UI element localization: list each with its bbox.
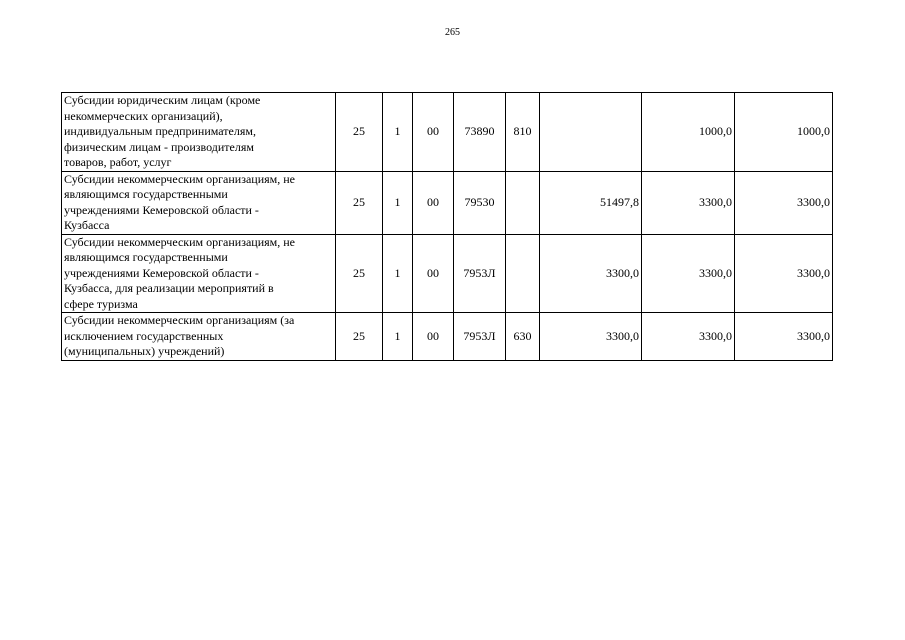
table-row <box>62 234 833 313</box>
table-row <box>62 171 833 234</box>
description-line: (муниципальных) учреждений) <box>64 344 225 358</box>
description-line: Субсидии некоммерческим организациям, не <box>64 234 295 249</box>
description-line: являющимся государственными <box>64 250 228 264</box>
description-line: исключением государственных <box>64 328 224 343</box>
description-line: товаров, работ, услуг <box>64 155 172 169</box>
description-line: Субсидии некоммерческим организациям (за <box>64 313 295 327</box>
cell-code2: 1 <box>383 313 413 361</box>
description-line: являющимся государственными <box>64 187 228 201</box>
cell-code2: 1 <box>383 171 413 234</box>
page-number: 265 <box>445 27 460 38</box>
cell-code1: 25 <box>336 93 383 172</box>
cell-code4: 7953Л <box>454 234 506 313</box>
cell-amount3: 3300,0 <box>735 234 833 313</box>
row-description <box>62 313 336 361</box>
cell-code5: 810 <box>506 93 540 172</box>
cell-amount2: 3300,0 <box>642 171 735 234</box>
row-description <box>62 93 336 172</box>
row-description <box>62 234 336 313</box>
cell-code2: 1 <box>383 234 413 313</box>
cell-code1: 25 <box>336 313 383 361</box>
cell-code3: 00 <box>413 234 454 313</box>
cell-amount1 <box>540 93 642 172</box>
cell-amount2: 1000,0 <box>642 93 735 172</box>
cell-code1: 25 <box>336 234 383 313</box>
description-line: Субсидии некоммерческим организациям, не <box>64 171 295 186</box>
cell-amount1: 3300,0 <box>540 313 642 361</box>
cell-amount3: 3300,0 <box>735 171 833 234</box>
description-line: физическим лицам - производителям <box>64 139 254 154</box>
cell-code4: 73890 <box>454 93 506 172</box>
cell-amount1: 51497,8 <box>540 171 642 234</box>
description-line: Кузбасса, для реализации мероприятий в <box>64 281 274 295</box>
cell-code2: 1 <box>383 93 413 172</box>
cell-code4: 79530 <box>454 171 506 234</box>
budget-table <box>61 92 833 361</box>
cell-amount1: 3300,0 <box>540 234 642 313</box>
description-line: учреждениями Кемеровской области - <box>64 202 259 217</box>
cell-code3: 00 <box>413 313 454 361</box>
description-line: сфере туризма <box>64 296 138 311</box>
table-row <box>62 313 833 361</box>
cell-code3: 00 <box>413 171 454 234</box>
description-line: индивидуальным предпринимателям, <box>64 124 256 138</box>
cell-amount2: 3300,0 <box>642 234 735 313</box>
row-description <box>62 171 336 234</box>
table-row <box>62 93 833 172</box>
cell-amount3: 1000,0 <box>735 93 833 172</box>
cell-amount2: 3300,0 <box>642 313 735 361</box>
description-line: некоммерческих организаций), <box>64 108 223 123</box>
description-line: Кузбасса <box>64 218 110 232</box>
description-line: учреждениями Кемеровской области - <box>64 265 259 280</box>
cell-code3: 00 <box>413 93 454 172</box>
cell-code1: 25 <box>336 171 383 234</box>
cell-code5 <box>506 234 540 313</box>
cell-code5 <box>506 171 540 234</box>
cell-amount3: 3300,0 <box>735 313 833 361</box>
cell-code5: 630 <box>506 313 540 361</box>
cell-code4: 7953Л <box>454 313 506 361</box>
description-line: Субсидии юридическим лицам (кроме <box>64 93 261 107</box>
